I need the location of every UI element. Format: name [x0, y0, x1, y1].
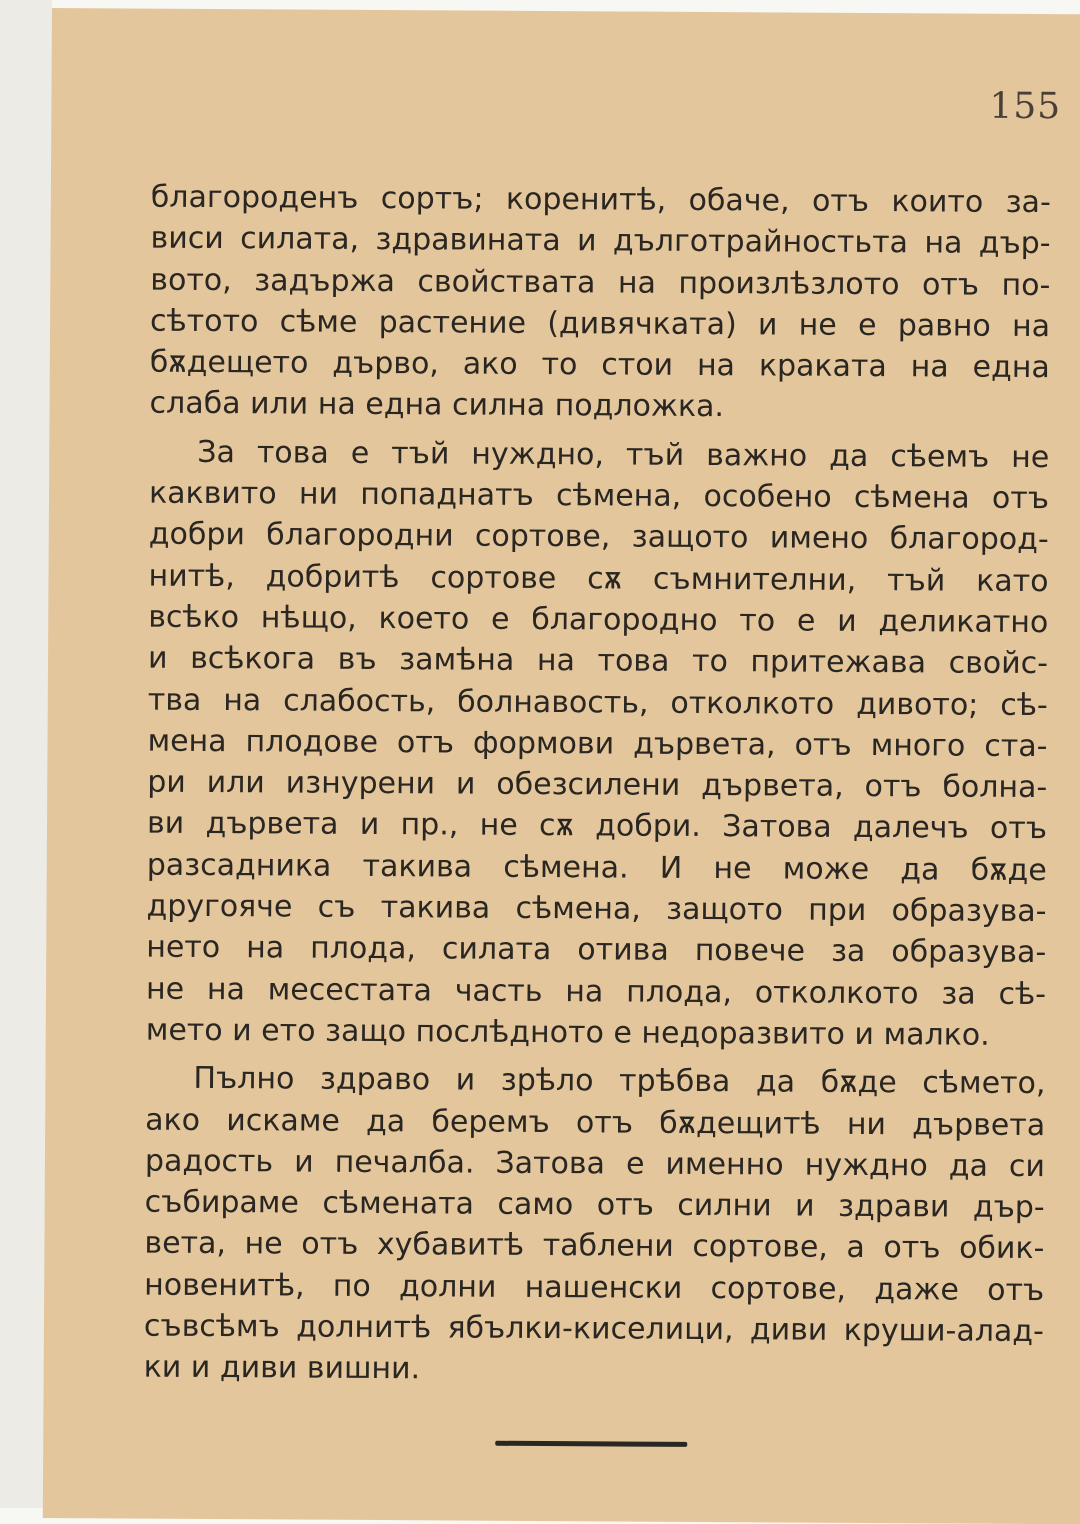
paragraph-2	[146, 431, 1050, 1056]
paragraph-1	[149, 177, 1050, 430]
text-line: не на месестата часть на плода, отколкото за сѣ-	[145, 971, 1047, 1012]
text-line: мето и ето защо послѣдното е недоразвито и малко.	[145, 1012, 990, 1053]
text-line: мена плодове отъ формови дървета, отъ много ста-	[147, 723, 1048, 764]
text-line: добри благородни сортове, защото имено благород-	[148, 516, 1049, 558]
closing-rule	[495, 1441, 687, 1447]
page-number: 155	[989, 85, 1062, 128]
text-line: събираме сѣмената само отъ силни и здрави дър-	[144, 1184, 1045, 1226]
text-line: нитѣ, добритѣ сортове сѫ съмнителни, тъй като	[148, 558, 1049, 599]
text-line: виси силата, здравината и дълготрайностьта на дър-	[150, 220, 1051, 262]
text-line: новенитѣ, по долни нашенски сортове, даже отъ	[144, 1267, 1045, 1308]
book-page	[43, 8, 1080, 1524]
text-line: всѣко нѣщо, което е благородно то е и деликатно	[148, 599, 1049, 641]
text-line: съвсѣмъ долнитѣ ябълки-киселици, диви круши-алад-	[143, 1308, 1045, 1350]
text-line: Пълно здраво и зрѣло трѣбва да бѫде сѣмето,	[193, 1061, 1046, 1102]
text-line: вета, не отъ хубавитѣ таблени сортове, а отъ обик-	[144, 1226, 1045, 1267]
body-text	[144, 177, 1051, 1401]
text-line: ви дървета и пр., не сѫ добри. Затова далечъ отъ	[146, 806, 1048, 847]
text-line: благороденъ сортъ; коренитѣ, обаче, отъ които за-	[150, 179, 1051, 221]
text-line: ки и диви вишни.	[143, 1349, 421, 1387]
text-line: радость и печалба. Затова е именно нуждно да си	[144, 1143, 1046, 1184]
text-line: другояче съ такива сѣмена, защото при образува-	[146, 888, 1047, 930]
text-line: и всѣкога въ замѣна на това то притежава свойс-	[147, 640, 1049, 682]
text-line: нето на плода, силата отива повече за образува-	[146, 929, 1047, 971]
text-line: За това е тъй нуждно, тъй важно да сѣемъ не	[197, 434, 1050, 475]
text-line: каквито ни попаднатъ сѣмена, особено сѣмена отъ	[148, 475, 1050, 517]
text-line: сѣтото сѣме растение (дивячката) и не е равно на	[149, 303, 1051, 344]
paragraph-3	[144, 1058, 1046, 1394]
text-line: разсадника такива сѣмена. И не може да бѫде	[146, 847, 1047, 888]
text-line: тва на слабость, болнавость, отколкото дивото; сѣ-	[147, 682, 1048, 723]
text-line: слаба или на една силна подложка.	[149, 386, 725, 425]
text-line: вото, задържа свойствата на произлѣзлото отъ по-	[150, 262, 1051, 303]
text-line: ако искаме да беремъ отъ бѫдещитѣ ни дървета	[145, 1102, 1046, 1143]
text-line: ри или изнурени и обезсилени дървета, отъ болна-	[147, 764, 1048, 806]
text-line: бѫдещето дърво, ако то стои на краката на една	[149, 344, 1050, 386]
